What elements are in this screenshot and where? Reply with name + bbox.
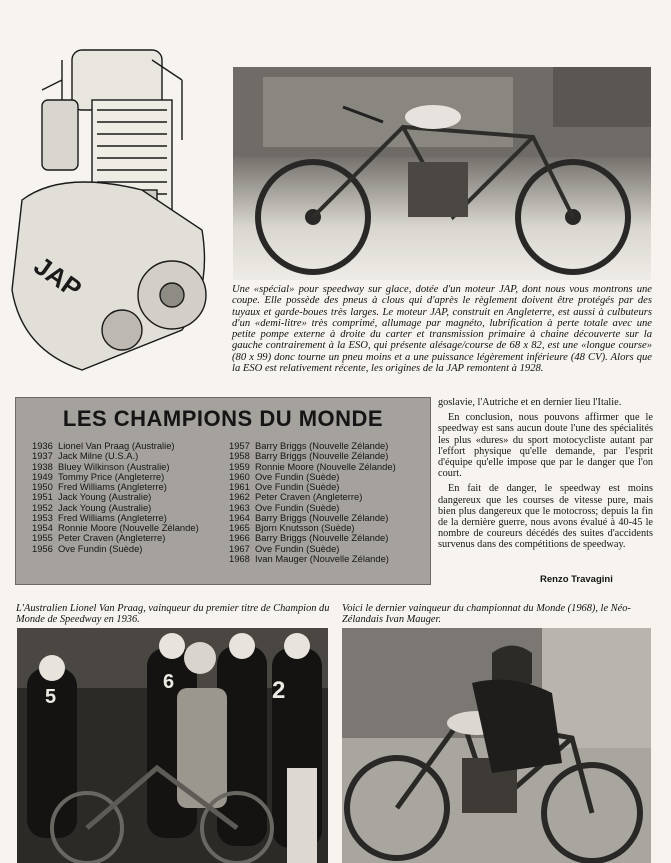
champion-name: Bluey Wilkinson (Australie) bbox=[58, 460, 170, 472]
van-praag-team-photo bbox=[17, 628, 328, 863]
champion-year: 1950 bbox=[32, 481, 53, 492]
mauger-photo-svg bbox=[342, 628, 651, 863]
champion-name: Barry Briggs (Nouvelle Zélande) bbox=[255, 511, 389, 523]
champion-name: Ivan Mauger (Nouvelle Zélande) bbox=[255, 552, 389, 564]
champion-year: 1956 bbox=[32, 542, 53, 554]
champion-year: 1957 bbox=[229, 440, 250, 451]
engine-brand-label: JAP bbox=[28, 250, 88, 304]
ice-speedway-bike-photo bbox=[233, 67, 651, 280]
rider-number-2: 2 bbox=[272, 677, 286, 704]
engine-drawing-svg bbox=[2, 40, 228, 380]
top-photo-caption: Une «spécial» pour speedway sur glace, dotée d'un moteur JAP, dont nous vous montrons une coupe. Elle possède des pneus à clous qui d'après le règlement doivent être protégés par des tuyaux et garde-boues très larges. Le moteur JAP, construit en Angleterre, est aussi à culbuteurs d'un «demi-litre» très comprimé, allumage par magnéto, lubrification à perte totale avec une petite pompe externe à droite du carter et transmission primaire à chaine découverte sur la gauche contrairement à la ESO, qui présente alésage/course de 68 x 82, est une «longue course» (80 x 99) donc tourne un pneu moins et a une puissance légèrement inférieure (48 CV). Alors que la ESO est relativement récente, les origines de la JAP remontent à 1928. bbox=[232, 284, 652, 375]
champion-year: 1953 bbox=[32, 511, 53, 523]
champion-year: 1936 bbox=[32, 440, 53, 451]
champion-name: Jack Young (Australie) bbox=[58, 491, 152, 503]
ivan-mauger-photo bbox=[342, 628, 651, 863]
champion-year: 1964 bbox=[229, 511, 250, 523]
champion-name: Tommy Price (Angleterre) bbox=[58, 470, 165, 482]
champion-name: Fred Williams (Angleterre) bbox=[58, 481, 167, 492]
champion-name: Peter Craven (Angleterre) bbox=[58, 532, 166, 544]
champion-name: Ronnie Moore (Nouvelle Zélande) bbox=[58, 522, 199, 533]
engine-cutaway-illustration bbox=[2, 40, 228, 380]
champion-year: 1966 bbox=[229, 532, 250, 544]
champion-year: 1952 bbox=[32, 501, 53, 513]
champion-name: Ove Fundin (Suède) bbox=[255, 470, 340, 482]
article-author: Renzo Travagini bbox=[540, 574, 613, 585]
champion-year: 1967 bbox=[229, 542, 250, 554]
team-photo-svg bbox=[17, 628, 328, 863]
champion-year: 1951 bbox=[32, 491, 53, 503]
champion-name: Barry Briggs (Nouvelle Zélande) bbox=[255, 532, 389, 544]
champion-name: Ove Fundin (Suède) bbox=[255, 501, 340, 513]
bottom-right-caption: Voici le dernier vainqueur du championnat du Monde (1968), le Néo-Zélandais Ivan Mauger. bbox=[342, 603, 631, 626]
champion-name: Fred Williams (Angleterre) bbox=[58, 511, 167, 523]
champion-year: 1962 bbox=[229, 491, 250, 503]
champion-year: 1955 bbox=[32, 532, 53, 544]
champion-name: Peter Craven (Angleterre) bbox=[255, 491, 363, 503]
champion-row bbox=[32, 544, 199, 554]
champion-name: Jack Milne (U.S.A.) bbox=[58, 450, 139, 462]
rider-number-6: 6 bbox=[163, 671, 175, 693]
champion-name: Jack Young (Australie) bbox=[58, 501, 152, 513]
champions-table-box bbox=[15, 397, 431, 585]
article-text bbox=[438, 397, 653, 555]
champion-year: 1968 bbox=[229, 552, 250, 564]
champion-year: 1961 bbox=[229, 481, 250, 492]
champion-row bbox=[229, 554, 396, 564]
champion-year: 1958 bbox=[229, 450, 250, 462]
champion-name: Ove Fundin (Suède) bbox=[255, 542, 340, 554]
article-paragraph-1: goslavie, l'Autriche et en dernier lieu l'Italie. bbox=[438, 397, 622, 408]
champions-column-2 bbox=[229, 441, 396, 564]
champions-column-1 bbox=[32, 441, 199, 554]
champion-year: 1937 bbox=[32, 450, 53, 462]
champion-name: Barry Briggs (Nouvelle Zélande) bbox=[255, 440, 389, 451]
champion-name: Ove Fundin (Suède) bbox=[58, 542, 143, 554]
champion-year: 1949 bbox=[32, 470, 53, 482]
champion-name: Barry Briggs (Nouvelle Zélande) bbox=[255, 450, 389, 462]
bike-photo-svg bbox=[233, 67, 651, 280]
champion-name: Ove Fundin (Suède) bbox=[255, 481, 340, 492]
champion-year: 1959 bbox=[229, 460, 250, 472]
champion-year: 1954 bbox=[32, 522, 53, 533]
champion-name: Bjorn Knutsson (Suède) bbox=[255, 522, 355, 533]
champion-year: 1938 bbox=[32, 460, 53, 472]
champion-name: Lionel Van Praag (Australie) bbox=[58, 440, 175, 451]
champion-year: 1965 bbox=[229, 522, 250, 533]
champion-year: 1963 bbox=[229, 501, 250, 513]
rider-number-5: 5 bbox=[45, 686, 57, 708]
article-paragraph-2: En conclusion, nous pouvons affirmer que le speedway est sans aucun doute l'une des spécialités les plus «dures» du sport motocycliste autant par l'effort physique qu'elle demande, par l'esprit d'équipe qu'elle impose que par le danger que l'on court. bbox=[438, 412, 653, 480]
article-paragraph-3: En fait de danger, le speedway est moins dangereux que les courses de vitesse pure, mais bien plus dangereux que le motocross; depuis la fin de la dernière guerre, nous avons évalué à 40-45 le nombre de coureurs décédés des suites d'accidents survenus dans des compétitions de speedway. bbox=[438, 483, 653, 551]
champion-name: Ronnie Moore (Nouvelle Zélande) bbox=[255, 460, 396, 472]
champions-title: LES CHAMPIONS DU MONDE bbox=[62, 406, 384, 431]
champion-year: 1960 bbox=[229, 470, 250, 482]
bottom-left-caption: L'Australien Lionel Van Praag, vainqueur du premier titre de Champion du Monde de Speedway en 1936. bbox=[16, 603, 330, 626]
